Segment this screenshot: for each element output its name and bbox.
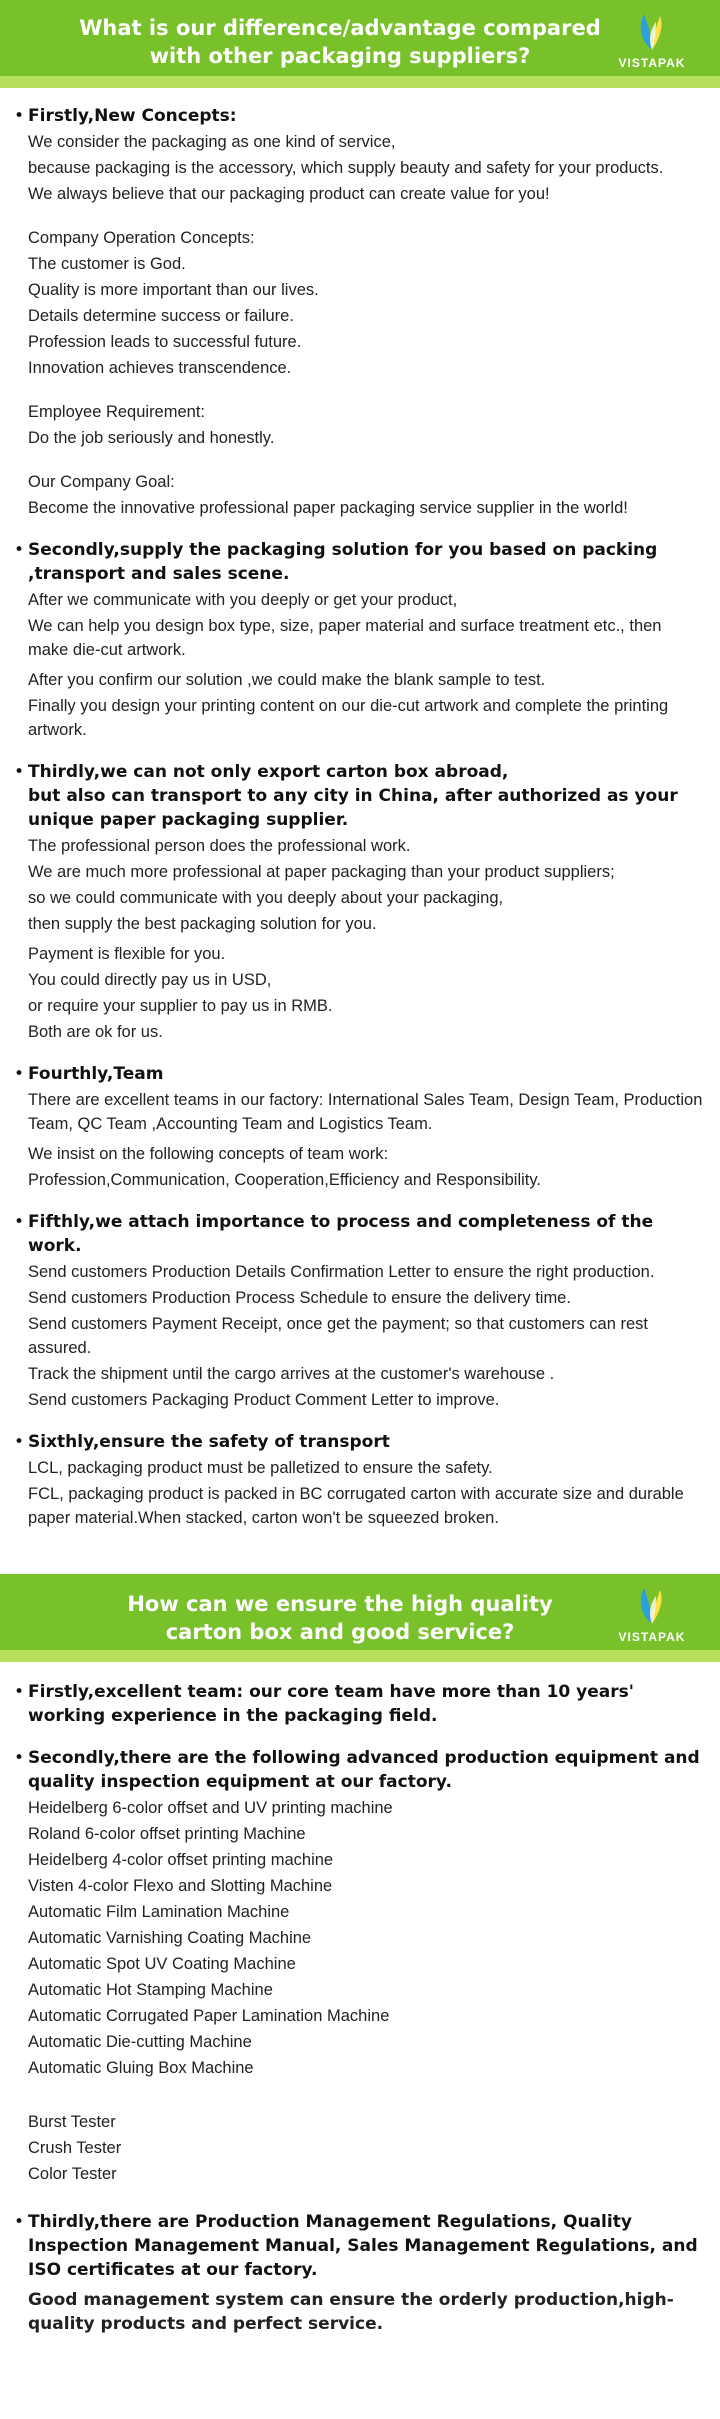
section-advantages bbox=[0, 104, 720, 1530]
item-management bbox=[14, 2210, 706, 2336]
text-line: We can help you design box type, size, paper material and surface treatment etc., then make die-cut artwork. bbox=[28, 617, 662, 659]
text-line: Send customers Production Process Schedule to ensure the delivery time. bbox=[28, 1289, 571, 1307]
text-line: Finally you design your printing content on our die-cut artwork and complete the printing artwork. bbox=[28, 697, 669, 739]
item-export-transport bbox=[14, 760, 706, 1044]
leaf-icon bbox=[630, 1584, 674, 1628]
text-line: Send customers Payment Receipt, once get the payment; so that customers can rest assured. bbox=[28, 1315, 648, 1357]
text-line: We insist on the following concepts of team work: bbox=[28, 1145, 389, 1163]
item-new-concepts bbox=[14, 104, 706, 520]
machine-item: Heidelberg 6-color offset and UV printing machine bbox=[28, 1799, 393, 1817]
text-line: Payment is flexible for you. bbox=[28, 945, 226, 963]
vistapak-logo bbox=[614, 1584, 690, 1650]
text-line: Both are ok for us. bbox=[28, 1023, 163, 1041]
bullet-icon: • bbox=[14, 1682, 25, 1702]
text-line: After we communicate with you deeply or get your product, bbox=[28, 591, 458, 609]
banner-title: What is our difference/advantage compared with other packaging suppliers? bbox=[79, 16, 601, 68]
banner-strip bbox=[0, 1650, 720, 1662]
banner-quality bbox=[0, 1574, 720, 1662]
machine-item: Automatic Die-cutting Machine bbox=[28, 2033, 252, 2051]
text-line: FCL, packaging product is packed in BC corrugated carton with accurate size and durable paper material.When stacked, carton won't be squeezed broken. bbox=[28, 1485, 684, 1527]
bullet-icon: • bbox=[14, 762, 25, 782]
item-heading: but also can transport to any city in China, after authorized as your unique paper packaging supplier. bbox=[28, 786, 678, 830]
item-heading: Thirdly,we can not only export carton box abroad, bbox=[28, 762, 509, 782]
subheading: Company Operation Concepts: bbox=[28, 229, 255, 247]
text-line: Innovation achieves transcendence. bbox=[28, 359, 292, 377]
vistapak-logo bbox=[614, 10, 690, 76]
text-line: The customer is God. bbox=[28, 255, 186, 273]
text-line: After you confirm our solution ,we could make the blank sample to test. bbox=[28, 671, 546, 689]
text-line: We always believe that our packaging product can create value for you! bbox=[28, 185, 550, 203]
bullet-icon: • bbox=[14, 1432, 25, 1452]
item-heading: Secondly,supply the packaging solution for you based on packing ,transport and sales scene. bbox=[28, 540, 658, 584]
machine-item: Automatic Corrugated Paper Lamination Machine bbox=[28, 2007, 390, 2025]
item-process bbox=[14, 1210, 706, 1412]
item-packaging-solution bbox=[14, 538, 706, 742]
tester-item: Burst Tester bbox=[28, 2113, 116, 2131]
text-line: Track the shipment until the cargo arrives at the customer's warehouse . bbox=[28, 1365, 555, 1383]
machine-item: Heidelberg 4-color offset printing machine bbox=[28, 1851, 334, 1869]
text-line: or require your supplier to pay us in RMB. bbox=[28, 997, 333, 1015]
logo-text: VISTAPAK bbox=[618, 1630, 686, 1644]
bullet-icon: • bbox=[14, 1748, 25, 1768]
text-line: because packaging is the accessory, which supply beauty and safety for your products. bbox=[28, 159, 664, 177]
text-line: Good management system can ensure the orderly production,high-quality products and perfect service. bbox=[28, 2290, 674, 2334]
machine-item: Roland 6-color offset printing Machine bbox=[28, 1825, 306, 1843]
text-line: Become the innovative professional paper packaging service supplier in the world! bbox=[28, 499, 628, 517]
item-equipment bbox=[14, 1746, 706, 2186]
text-line: You could directly pay us in USD, bbox=[28, 971, 272, 989]
bullet-icon: • bbox=[14, 106, 25, 126]
machine-item: Automatic Varnishing Coating Machine bbox=[28, 1929, 312, 1947]
machine-item: Automatic Gluing Box Machine bbox=[28, 2059, 254, 2077]
bullet-icon: • bbox=[14, 2212, 25, 2232]
tester-item: Crush Tester bbox=[28, 2139, 122, 2157]
logo-text: VISTAPAK bbox=[618, 56, 686, 70]
item-heading: Firstly,New Concepts: bbox=[28, 106, 237, 126]
bullet-icon: • bbox=[14, 540, 25, 560]
banner-difference bbox=[0, 0, 720, 88]
text-line: Profession leads to successful future. bbox=[28, 333, 302, 351]
text-line: Send customers Packaging Product Comment Letter to improve. bbox=[28, 1391, 500, 1409]
text-line: We are much more professional at paper packaging than your product suppliers; bbox=[28, 863, 615, 881]
text-line: Do the job seriously and honestly. bbox=[28, 429, 275, 447]
banner-title: How can we ensure the high quality carton box and good service? bbox=[127, 1592, 553, 1644]
bullet-icon: • bbox=[14, 1064, 25, 1084]
machine-item: Visten 4-color Flexo and Slotting Machine bbox=[28, 1877, 333, 1895]
item-heading: Firstly,excellent team: our core team have more than 10 years' working experience in the packaging field. bbox=[28, 1682, 634, 1726]
item-transport-safety bbox=[14, 1430, 706, 1530]
text-line: LCL, packaging product must be palletized to ensure the safety. bbox=[28, 1459, 493, 1477]
text-line: Details determine success or failure. bbox=[28, 307, 294, 325]
text-line: so we could communicate with you deeply about your packaging, bbox=[28, 889, 504, 907]
banner-strip bbox=[0, 76, 720, 88]
text-line: Profession,Communication, Cooperation,Efficiency and Responsibility. bbox=[28, 1171, 541, 1189]
item-team bbox=[14, 1062, 706, 1192]
bullet-icon: • bbox=[14, 1212, 25, 1232]
leaf-icon bbox=[630, 10, 674, 54]
item-heading: Fifthly,we attach importance to process and completeness of the work. bbox=[28, 1212, 654, 1256]
tester-item: Color Tester bbox=[28, 2165, 117, 2183]
text-line: Send customers Production Details Confirmation Letter to ensure the right production. bbox=[28, 1263, 655, 1281]
section-quality bbox=[0, 1680, 720, 2336]
subheading: Our Company Goal: bbox=[28, 473, 175, 491]
item-heading: Secondly,there are the following advanced production equipment and quality inspection equipment at our factory. bbox=[28, 1748, 700, 1792]
text-line: There are excellent teams in our factory: International Sales Team, Design Team, Production Team, QC Team ,Accounting Team and Logistics Team. bbox=[28, 1091, 703, 1133]
text-line: Quality is more important than our lives. bbox=[28, 281, 319, 299]
text-line: The professional person does the professional work. bbox=[28, 837, 411, 855]
machine-item: Automatic Film Lamination Machine bbox=[28, 1903, 290, 1921]
subheading: Employee Requirement: bbox=[28, 403, 206, 421]
item-heading: Sixthly,ensure the safety of transport bbox=[28, 1432, 390, 1452]
machine-item: Automatic Spot UV Coating Machine bbox=[28, 1955, 296, 1973]
text-line: We consider the packaging as one kind of service, bbox=[28, 133, 396, 151]
machine-item: Automatic Hot Stamping Machine bbox=[28, 1981, 273, 1999]
item-heading: Fourthly,Team bbox=[28, 1064, 164, 1084]
item-excellent-team bbox=[14, 1680, 706, 1728]
text-line: then supply the best packaging solution for you. bbox=[28, 915, 377, 933]
item-heading: Thirdly,there are Production Management Regulations, Quality Inspection Management Manual, Sales Management Regulations, and ISO certificates at our factory. bbox=[28, 2212, 698, 2280]
